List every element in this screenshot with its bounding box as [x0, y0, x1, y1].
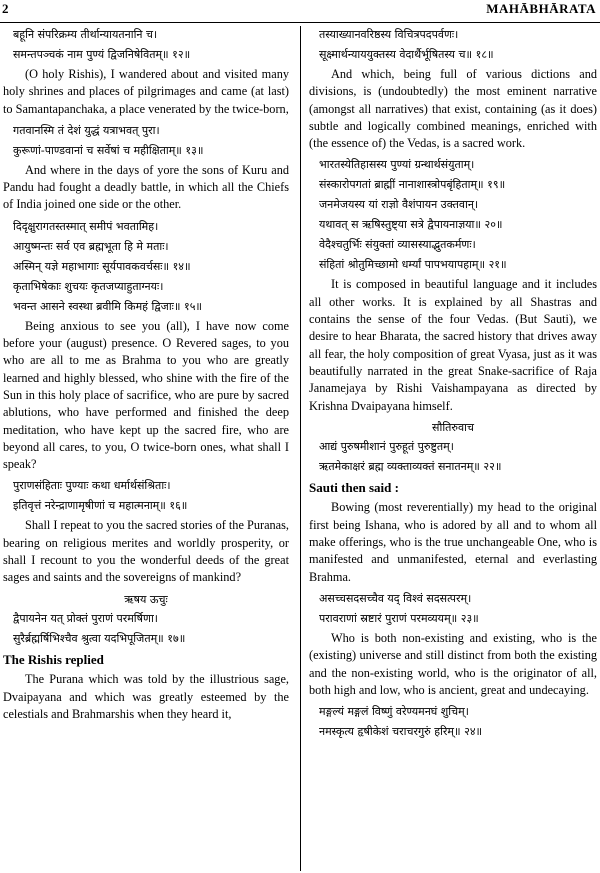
paragraph: Being anxious to see you (all), I have now come before your (august) presence. O Revered sages, to you who are all to me as Brahma to you who are greatly learned and highly blessed, who shine with the fire of the Sun in this holy place of sacrifice, who are pure by sacred ablutions, who have performed and finished the deep meditation, who have kept up the sacred fire, who are beyond all cares, to you, O twice-born ones, what shall I speak?	[3, 318, 289, 472]
section-heading: The Rishis replied	[3, 651, 104, 667]
page-number: 2	[2, 1, 9, 16]
sanskrit-verse-line: बहूनि संपरिक्रम्य तीर्थान्यायतनानि च।	[13, 28, 158, 41]
sanskrit-verse-line: सूक्ष्मार्थन्याययुक्तस्य वेदार्थैर्भूषितस्य च॥ १८॥	[319, 48, 494, 61]
sanskrit-verse-line: नमस्कृत्य हृषीकेशं चराचरगुरुं हरिम्॥ २४॥	[319, 725, 483, 739]
sanskrit-verse-line: जनमेजयस्य यां राज्ञो वैशंपायन उक्तवान्।	[319, 198, 479, 212]
sanskrit-verse-line: सुरैर्ब्रह्मर्षिभिश्चैव श्रुत्वा यदभिपूजितम्॥ १७॥	[13, 631, 186, 645]
sanskrit-verse-line: समन्तपञ्चकं नाम पुण्यं द्विजनिषेवितम्॥ १२॥	[13, 48, 191, 61]
sanskrit-verse-line: परावराणां स्रष्टारं पुराणं परमव्ययम्॥ २३॥	[319, 611, 479, 625]
left-column	[3, 26, 289, 871]
right-column	[309, 26, 597, 871]
paragraph: And where in the days of yore the sons of Kuru and Pandu had fought a deadly battle, in which all the Chiefs of India joined one side or the other.	[3, 162, 289, 212]
paragraph: And which, being full of various dictions and divisions, is (undoubtedly) the most eminent narrative (amongst all narratives) that exist, containing (as it does) subtle and logically combined meanings, enriched with (the essence of) the Vedas, is a sacred work.	[309, 67, 597, 151]
sanskrit-speaker-label: ऋषय ऊचुः	[124, 592, 168, 606]
sanskrit-verse-line: कृताभिषेकाः शुचयः कृतजप्याहुताग्नयः।	[13, 279, 164, 293]
sanskrit-verse-line: पुराणसंहिताः पुण्याः कथा धर्मार्थसंश्रिताः।	[13, 479, 171, 493]
column-divider	[300, 26, 301, 871]
sanskrit-verse-line: दिदृक्षुरागतस्तस्मात् समीपं भवतामिह।	[13, 219, 159, 233]
paragraph: Bowing (most reverentially) my head to the original first being Ishana, who is adored by all and to whom all make offerings, who is the true unchangeable One, who is manifested and unmanifested, eternal and everlasting Brahma.	[309, 500, 597, 584]
page-header	[0, 0, 600, 23]
paragraph: The Purana which was told by the illustrious sage, Dvaipayana and which was greatly esteemed by the celestials and Brahmarshis when they heard it,	[3, 672, 289, 721]
running-title: MAHĀBHĀRATA	[486, 1, 596, 16]
sanskrit-verse-line: गतवानस्मि तं देशं युद्धं यत्राभवत् पुरा।	[13, 123, 160, 137]
paragraph: Who is both non-existing and existing, who is the (existing) universe and still distinct from both the existing and the non-existing world, who is the originator of all, both high and low, who is ancient, great and undecaying.	[309, 630, 597, 697]
sanskrit-verse-line: द्वैपायनेन यत् प्रोक्तं पुराणं परमर्षिणा।	[13, 611, 158, 625]
sanskrit-verse-line: वेदैश्चतुर्भिः संयुक्तां व्यासस्याद्भुतकर्मणः।	[319, 238, 476, 252]
sanskrit-verse-line: तस्याख्यानवरिष्ठस्य विचित्रपदपर्वणः।	[319, 28, 459, 41]
sanskrit-verse-line: भवन्त आसने स्वस्था ब्रवीमि किमहं द्विजाः॥ १५॥	[13, 299, 203, 313]
paragraph: It is composed in beautiful language and it includes all other works. It is explained by all Shastras and contains the sense of the four Vedas. (But Sauti), we desire to hear Bharata, the sacred history that drives away all fear, the holy composition of great Vyasa, just as it was beautifully narrated in the great Snake-sacrifice of Raja Janamejaya by Rishi Vaishampayana as directed by Krishna Dvaipayana himself.	[309, 277, 597, 413]
sanskrit-verse-line: आद्यं पुरुषमीशानं पुरुहूतं पुरुष्टुतम्।	[319, 440, 454, 454]
section-heading: Sauti then said :	[309, 480, 399, 496]
sanskrit-verse-line: मङ्गल्यं मङ्गलं विष्णुं वरेण्यमनघं शुचिम्।	[319, 705, 469, 719]
sanskrit-verse-line: असच्चसदसच्चैव यद् विश्वं सदसत्परम्।	[319, 591, 472, 605]
paragraph: Shall I repeat to you the sacred stories of the Puranas, bearing on religious merites and worldly prosperity, or shall I recount to you the wonderful deeds of the great sages and saints and the sovereigns of mankind?	[3, 518, 289, 585]
sanskrit-verse-line: संहितां श्रोतुमिच्छामो धर्म्यां पापभयापहाम्॥ २१॥	[319, 258, 507, 272]
sanskrit-verse-line: ऋतमेकाक्षरं ब्रह्म व्यक्ताव्यक्तं सनातनम्॥ २२॥	[319, 460, 502, 474]
sanskrit-verse-line: इतिवृत्तं नरेन्द्राणामृषीणां च महात्मनाम्॥ १६॥	[13, 499, 188, 513]
sanskrit-verse-line: आयुष्मन्तः सर्व एव ब्रह्मभूता हि मे मताः।	[13, 239, 169, 253]
sanskrit-verse-line: भारतस्येतिहासस्य पुण्यां ग्रन्थार्थसंयुताम्।	[319, 158, 475, 172]
sanskrit-speaker-label: सौतिरुवाच	[432, 420, 474, 434]
sanskrit-verse-line: कुरूणां-पाण्डवानां च सर्वेषां च महीक्षिताम्॥ १३॥	[13, 143, 204, 157]
paragraph: (O holy Rishis), I wandered about and visited many holy shrines and places of pilgrimages and came (at last) to Samantapanchaka, a place venerated by the twice-born,	[3, 67, 289, 116]
sanskrit-verse-line: संस्कारोपगतां ब्राह्मीं नानाशास्त्रोपबृंहिताम्॥ १९॥	[319, 178, 506, 192]
sanskrit-verse-line: अस्मिन् यज्ञे महाभागाः सूर्यपावकवर्चसः॥ १४॥	[13, 259, 191, 273]
sanskrit-verse-line: यथावत् स ऋषिस्तुष्ट्या सत्रे द्वैपायनाज्ञया॥ २०॥	[319, 218, 503, 232]
